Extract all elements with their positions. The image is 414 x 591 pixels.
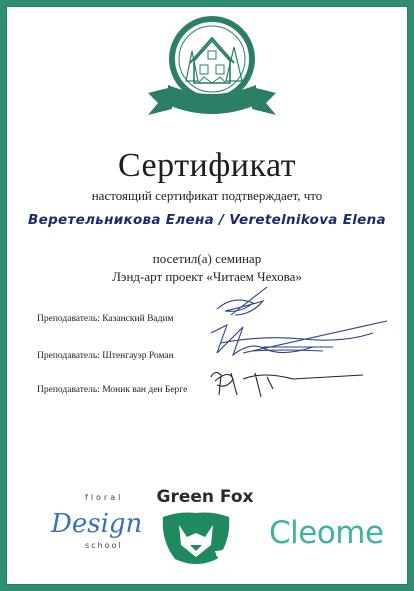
certificate-subtitle: настоящий сертификат подтверждает, что (91, 188, 323, 203)
certificate-sheet (6, 6, 408, 585)
recipient-name: Веретельникова Елена / Veretelnikova Elena (28, 212, 386, 228)
floral-logo-top: floral (85, 493, 124, 502)
cleome-logo: Cleome (269, 515, 384, 551)
teacher-line: Преподаватель: Казанский Вадим (37, 314, 174, 324)
signature-icon (203, 285, 403, 405)
floral-logo-bottom: school (85, 541, 123, 550)
teacher-line: Преподаватель: Моник ван ден Берге (37, 385, 188, 395)
house-emblem-icon (142, 11, 282, 121)
greenfox-logo-text: Green Fox (156, 487, 254, 507)
certificate-title: Сертификат (117, 147, 297, 184)
fox-icon (157, 507, 235, 567)
floral-logo-main: Design (51, 509, 143, 539)
seminar-title: Лэнд-арт проект «Читаем Чехова» (112, 269, 302, 284)
floral-design-school-logo (41, 493, 143, 555)
attended-text: посетил(а) семинар (152, 251, 262, 266)
teacher-line: Преподаватель: Штенгауэр Роман (37, 351, 174, 361)
